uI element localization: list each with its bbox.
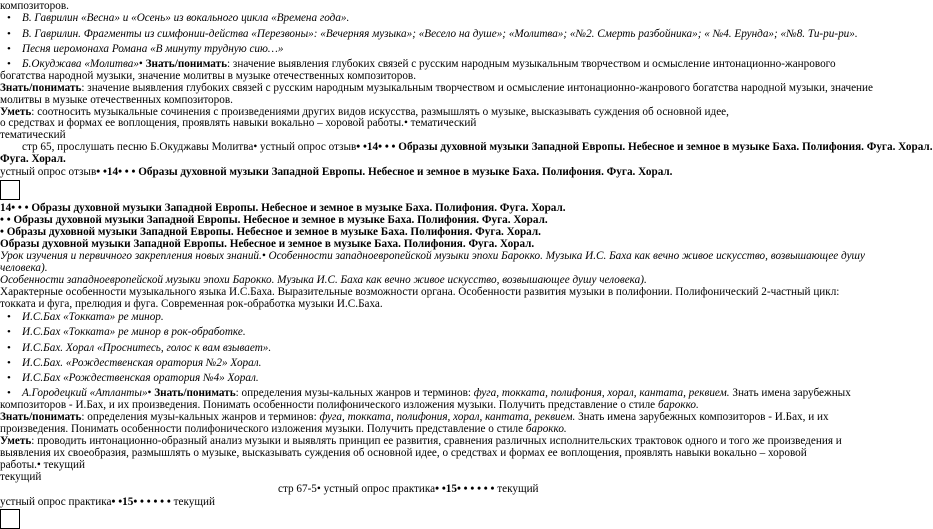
- know-text: : значение выявления глубоких связей с русским народным музыкальным творчеством и осмысление интонационно-жанрового: [227, 58, 836, 70]
- know-text: Знать имена зарубежных композиторов - И.Бах, и их: [575, 411, 829, 423]
- list-item: И.С.Бах. «Рождественская оратория №2» Хорал.: [22, 357, 262, 369]
- dot-marker: • • •: [378, 141, 399, 153]
- lesson-content: Особенности западноевропейской музыки эпохи Барокко. Музыка И.С. Баха как вечно живое искусство, возвышающее душу: [265, 250, 865, 262]
- list-item: И.С.Бах «Рождественская оратория №4» Хорал.: [22, 372, 259, 384]
- lesson-type: Урок изучения и первичного закрепления новых знаний.: [0, 250, 262, 262]
- text-line: Характерные особенности музыкального языка И.С.Баха. Выразительные возможности органа. Особенности развития музыки в полифонии. Полифонический 2-частный цикл:: [0, 286, 840, 298]
- lesson-topic: Образы духовной музыки Западной Европы. Небесное и земное в музыке Баха. Полифония. Фуга. Хорал.: [138, 166, 673, 178]
- control-type: текущий: [494, 483, 539, 495]
- list-item: В. Гаврилин. Фрагменты из симфонии-действа «Перезвоны»: «Вечерняя музыка»; «Весело на душе»; «Молитва»; «№2. Смерть разбойника»; « №4. Ерунда»; «№8. Ти-ри-ри».: [22, 28, 858, 40]
- dot-marker: • •: [356, 141, 367, 153]
- skill-text: работы.: [0, 459, 37, 471]
- list-item: И.С.Бах. Хорал «Проснитесь, голос к вам взывает».: [22, 342, 272, 354]
- lesson-topic: Образы духовной музыки Западной Европы. Небесное и земное в музыке Баха. Полифония. Фуга. Хорал.: [31, 202, 566, 214]
- control-form: устный опрос практика: [0, 496, 112, 508]
- dot-marker: • • • • • •: [456, 483, 495, 495]
- dot-marker: • • •: [118, 166, 139, 178]
- bullet: •: [7, 58, 11, 70]
- bullet: •: [7, 342, 11, 354]
- dot-marker: •: [403, 117, 408, 129]
- lesson-topic: Образы духовной музыки Западной Европы. Небесное и земное в музыке Баха. Полифония. Фуга. Хорал.: [398, 141, 933, 153]
- homework: стр 67-5: [278, 483, 317, 495]
- bullet: •: [7, 357, 11, 369]
- list-item: И.С.Бах «Токката» ре минор.: [22, 311, 164, 323]
- dot-marker: •: [36, 459, 41, 471]
- dot-marker: •: [147, 387, 152, 399]
- bullet: •: [7, 12, 11, 24]
- know-text: : определения музы-кальных жанров и терминов:: [235, 387, 474, 399]
- know-text: Знать имена зарубежных: [729, 387, 851, 399]
- text-line: текущий: [0, 471, 42, 483]
- control-type: тематический: [407, 117, 477, 129]
- know-text: : значение выявления глубоких связей с русским народным музыкальным творчеством и осмысление интонационно-жанрового богатства народной музыки, значение: [81, 82, 874, 94]
- control-form: устный опрос отзыв: [0, 166, 97, 178]
- dot-marker: • •: [111, 496, 123, 508]
- text-line: Фуга. Хорал.: [0, 153, 66, 165]
- text-line: [0, 117, 476, 130]
- control-form: устный опрос отзыв: [257, 141, 357, 153]
- bullet: •: [7, 372, 11, 384]
- bullet: •: [7, 311, 11, 323]
- lesson-number: 14: [366, 141, 379, 153]
- bullet: •: [7, 43, 11, 55]
- text-line: выявления их своеобразия, размышлять о музыке, высказывать суждения об основной идее, о средствах и формах ее воплощения, проявлять навыки вокально – хоровой: [0, 447, 807, 459]
- style-term: барокко.: [657, 399, 699, 411]
- skill-text: о средствах и формах ее воплощения, проявлять навыки вокально – хоровой работы.: [0, 117, 404, 129]
- homework: стр 65, прослушать песню Б.Окуджавы Молитва: [22, 141, 254, 153]
- lesson-number: 15: [122, 496, 134, 508]
- know-label: Знать/понимать: [0, 82, 82, 94]
- dot-marker: • •: [435, 483, 446, 495]
- control-type: текущий: [170, 496, 215, 508]
- dot-marker: • • • • • •: [133, 496, 171, 508]
- dot-marker: •: [138, 58, 143, 70]
- terms: фуга, токката, полифония, хорал, кантата, реквием.: [473, 387, 730, 399]
- know-label: Знать/понимать: [142, 58, 228, 70]
- text-line: [0, 166, 672, 179]
- text-line: композиторов.: [0, 0, 69, 12]
- control-type: текущий: [40, 459, 85, 471]
- know-text: : определения музы-кальных жанров и терминов:: [81, 411, 320, 423]
- text-line: Особенности западноевропейской музыки эпохи Барокко. Музыка И.С. Баха как вечно живое искусство, возвышающее душу человека).: [0, 274, 647, 286]
- control-form: устный опрос практика: [320, 483, 436, 495]
- empty-cell-box: [0, 509, 20, 529]
- know-text: композиторов - И.Бах, и их произведения. Понимать особенности полифонического изложения музыки. Получить представление о стиле: [0, 399, 658, 411]
- empty-cell-box: [0, 180, 20, 200]
- skill-text: : соотносить музыкальные сочинения с произведениями других видов искусства, размышлять о музыке, высказывать суждения об основной идее,: [31, 106, 729, 118]
- lesson-number: 14: [0, 202, 12, 214]
- style-term: барокко.: [525, 423, 567, 435]
- lesson-number: 15: [445, 483, 457, 495]
- bullet: •: [7, 28, 11, 40]
- work-title: Б.Окуджава «Молитва»: [22, 58, 139, 70]
- text-line: [0, 496, 215, 509]
- dot-marker: • • •: [11, 202, 32, 214]
- lesson-number: 14: [106, 166, 119, 178]
- dot-marker: •: [316, 483, 321, 495]
- lesson-topic: Образы духовной музыки Западной Европы. Небесное и земное в музыке Баха. Полифония. Фуга. Хорал.: [13, 214, 548, 226]
- dot-marker: • •: [96, 166, 107, 178]
- list-item: Песня иеромонаха Романа «В минуту трудную сию…»: [22, 43, 284, 55]
- text-line: человека).: [0, 262, 48, 274]
- text-line: молитвы в музыке отечественных композиторов.: [0, 94, 233, 106]
- dot-marker: •: [261, 250, 266, 262]
- skill-label: Уметь: [0, 435, 32, 447]
- terms: фуга, токката, полифония, хорал, кантата, реквием.: [319, 411, 576, 423]
- lesson-topic: Образы духовной музыки Западной Европы. Небесное и земное в музыке Баха. Полифония. Фуга. Хорал.: [6, 226, 541, 238]
- know-label: Знать/понимать: [151, 387, 236, 399]
- dot-marker: • •: [0, 214, 14, 226]
- bullet: •: [7, 326, 11, 338]
- dot-marker: •: [253, 141, 258, 153]
- know-label: Знать/понимать: [0, 411, 82, 423]
- know-text: произведения. Понимать особенности полифонического изложения музыки. Получить представление о стиле: [0, 423, 526, 435]
- work-title: А.Городецкий «Атланты»: [22, 387, 148, 399]
- text-line: [0, 250, 865, 263]
- list-item: И.С.Бах «Токката» ре минор в рок-обработке.: [22, 326, 246, 338]
- text-line: токката и фуга, прелюдия и фуга. Современная рок-обработка музыки И.С.Баха.: [0, 298, 383, 310]
- text-line: богатства народной музыки, значение молитвы в музыке отечественных композиторов.: [0, 70, 416, 82]
- text-line: тематический: [0, 129, 66, 141]
- text-line: [22, 141, 933, 154]
- text-line: Образы духовной музыки Западной Европы. Небесное и земное в музыке Баха. Полифония. Фуга. Хорал.: [0, 238, 535, 250]
- dot-marker: •: [0, 226, 7, 238]
- list-item: В. Гаврилин «Весна» и «Осень» из вокального цикла «Времена года».: [22, 12, 350, 24]
- bullet: •: [7, 387, 11, 399]
- text-line: [278, 483, 539, 496]
- skill-text: : проводить интонационно-образный анализ музыки и выявлять принцип ее развития, сравнения различных исполнительских трактовок одного и того же произведения и: [31, 435, 842, 447]
- skill-label: Уметь: [0, 106, 32, 118]
